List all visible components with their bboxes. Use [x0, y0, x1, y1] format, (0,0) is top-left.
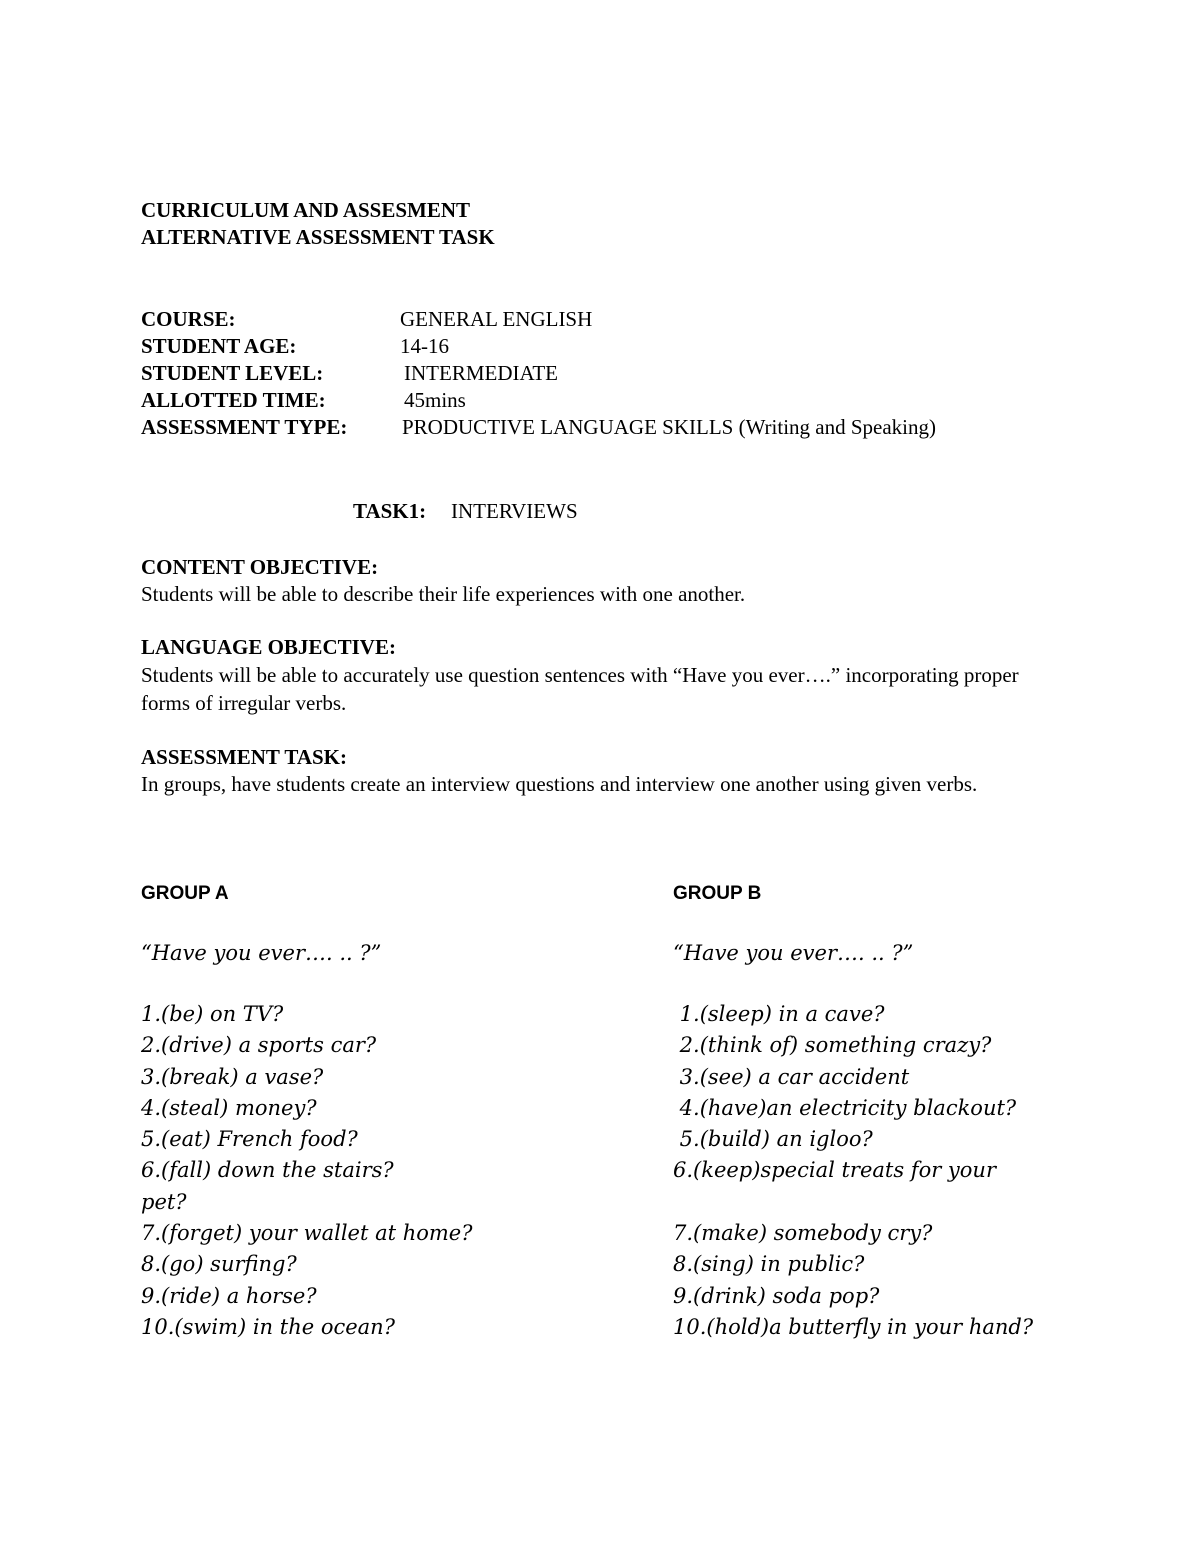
- list-item: 6.(fall) down the stairs? pet?: [141, 1158, 394, 1214]
- group-a-prompt: “Have you ever…. .. ?”: [141, 941, 382, 965]
- group-a-question-list: [141, 999, 473, 1343]
- task-label: TASK1:: [353, 499, 427, 523]
- list-item: 3.(see) a car accident: [673, 1064, 910, 1089]
- list-item: 10.(hold)a butterfly in your hand?: [673, 1314, 1034, 1339]
- group-b-question-list: [673, 999, 1093, 1343]
- list-item: 10.(swim) in the ocean?: [141, 1314, 395, 1339]
- task-name: INTERVIEWS: [451, 499, 578, 523]
- assessment-task-text: In groups, have students create an interview questions and interview one another using given verbs.: [141, 772, 978, 796]
- content-objective-heading: CONTENT OBJECTIVE:: [141, 555, 379, 579]
- document-subtitle: ALTERNATIVE ASSESSMENT TASK: [141, 225, 495, 249]
- assessment-type-value: PRODUCTIVE LANGUAGE SKILLS (Writing and Speaking): [402, 415, 937, 439]
- group-b-heading: GROUP B: [673, 883, 762, 904]
- list-item: 4.(have)an electricity blackout?: [673, 1095, 1017, 1120]
- course-value: GENERAL ENGLISH: [400, 307, 593, 331]
- assessment-task-heading: ASSESSMENT TASK:: [141, 745, 348, 769]
- list-item: 5.(eat) French food?: [141, 1127, 358, 1152]
- list-item: 8.(go) surfing?: [141, 1252, 297, 1277]
- list-item: 1.(be) on TV?: [141, 1002, 284, 1026]
- list-item: 1.(sleep) in a cave?: [673, 1002, 885, 1026]
- group-a-heading: GROUP A: [141, 883, 229, 904]
- allotted-time-value: 45mins: [404, 388, 466, 412]
- student-level-label: STUDENT LEVEL:: [141, 361, 324, 385]
- list-item: 9.(ride) a horse?: [141, 1283, 317, 1308]
- list-item: 7.(forget) your wallet at home?: [141, 1221, 473, 1246]
- list-item: 3.(break) a vase?: [141, 1064, 324, 1089]
- list-item: 6.(keep)special treats for your: [673, 1158, 996, 1183]
- list-item: 5.(build) an igloo?: [673, 1127, 873, 1152]
- language-objective-heading: LANGUAGE OBJECTIVE:: [141, 635, 396, 659]
- list-item: 4.(steal) money?: [141, 1095, 317, 1120]
- student-age-value: 14-16: [400, 334, 449, 358]
- student-level-value: INTERMEDIATE: [404, 361, 558, 385]
- group-b-prompt: “Have you ever…. .. ?”: [673, 941, 914, 965]
- list-item: 9.(drink) soda pop?: [673, 1283, 880, 1308]
- assessment-type-label: ASSESSMENT TYPE:: [141, 415, 348, 439]
- content-objective-text: Students will be able to describe their life experiences with one another.: [141, 582, 746, 606]
- list-item: 7.(make) somebody cry?: [673, 1221, 933, 1246]
- student-age-label: STUDENT AGE:: [141, 334, 297, 358]
- document-title: CURRICULUM AND ASSESMENT: [141, 198, 471, 222]
- list-item: 2.(drive) a sports car?: [141, 1033, 377, 1058]
- allotted-time-label: ALLOTTED TIME:: [141, 388, 326, 412]
- language-objective-text: Students will be able to accurately use question sentences with “Have you ever….” incorporating proper forms of irregular verbs.: [141, 663, 1019, 715]
- list-item: 8.(sing) in public?: [673, 1252, 865, 1277]
- list-item: 2.(think of) something crazy?: [673, 1033, 992, 1058]
- list-item-blank: [673, 1187, 1093, 1218]
- course-label: COURSE:: [141, 307, 236, 331]
